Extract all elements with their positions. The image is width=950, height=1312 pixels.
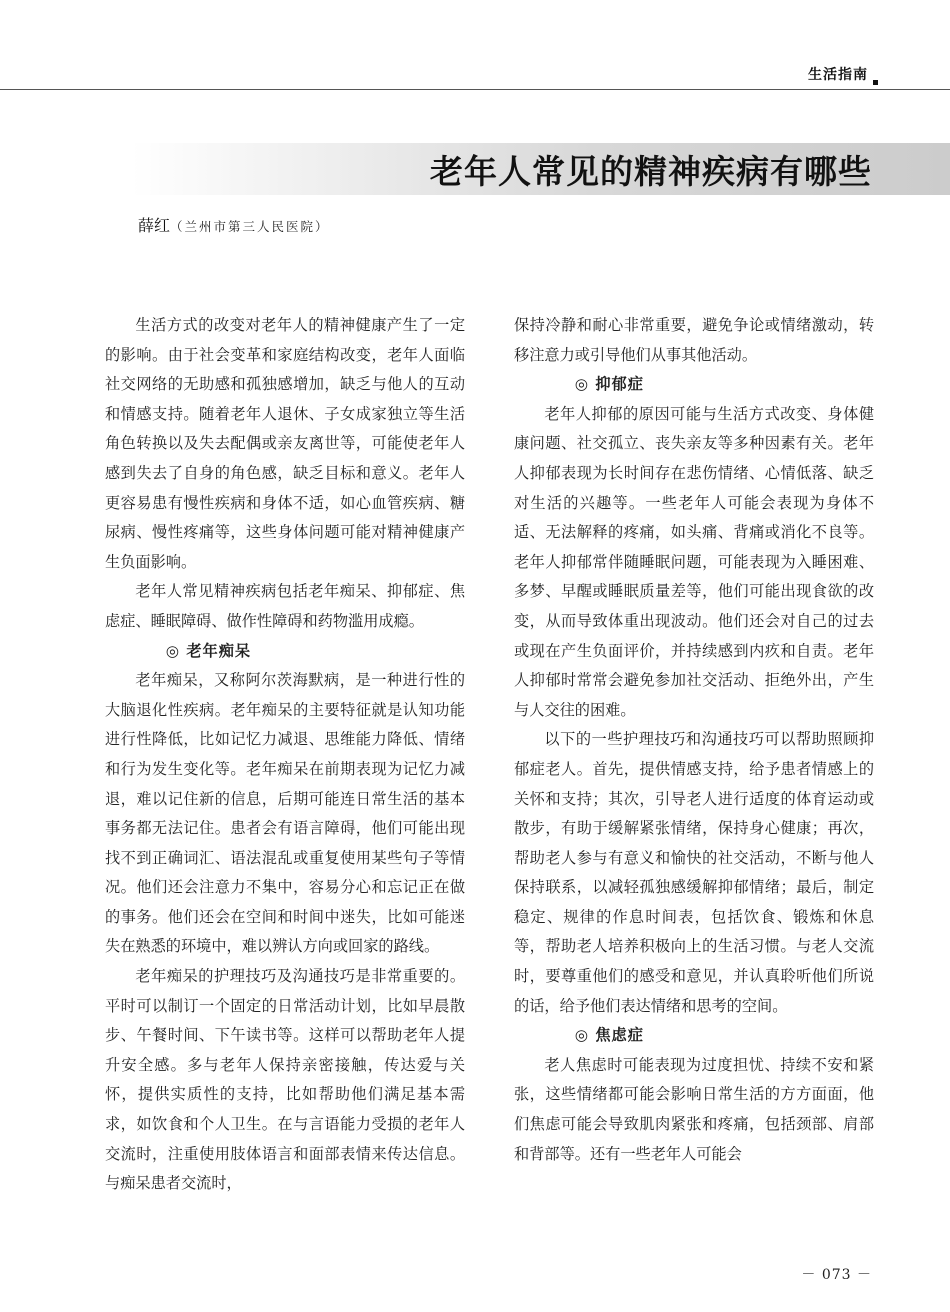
article-title: 老年人常见的精神疾病有哪些 bbox=[430, 152, 872, 191]
section-heading-depression: ◎ 抑郁症 bbox=[574, 375, 644, 394]
section-marker bbox=[873, 80, 878, 85]
paragraph: 老人焦虑时可能表现为过度担忧、持续不安和紧张，这些情绪都可能会影响日常生活的方方面面，他们焦虑可能会导致肌肉紧张和疼痛，包括颈部、肩部和背部等。还有一些老年人可能会 bbox=[514, 1055, 874, 1163]
paragraph: 老年人抑郁的原因可能与生活方式改变、身体健康问题、社交孤立、丧失亲友等多种因素有关。老年人抑郁表现为长时间存在悲伤情绪、心情低落、缺乏对生活的兴趣等。一些老年人可能会表现为身体不适、无法解释的疼痛，如头痛、背痛或消化不良等。老年人抑郁常伴随睡眠问题，可能表现为入睡困难、多梦、早醒或睡眠质量差等，他们可能出现食欲的改变，从而导致体重出现波动。他们还会对自己的过去或现在产生负面评价，并持续感到内疚和自责。老年人抑郁时常常会避免参加社交活动、拒绝外出，产生与人交往的困难。 bbox=[514, 404, 874, 719]
author-affiliation: （兰州市第三人民医院） bbox=[170, 219, 330, 234]
section-heading-dementia: ◎ 老年痴呆 bbox=[165, 641, 252, 660]
author-name: 薛红 bbox=[138, 216, 171, 235]
byline bbox=[138, 213, 330, 236]
left-column bbox=[105, 311, 465, 1199]
page-number: － 073 － bbox=[801, 1267, 872, 1283]
right-column bbox=[514, 311, 874, 1169]
section-label: 生活指南 bbox=[808, 67, 868, 83]
paragraph: 生活方式的改变对老年人的精神健康产生了一定的影响。由于社会变革和家庭结构改变，老年人面临社交网络的无助感和孤独感增加，缺乏与他人的互动和情感支持。随着老年人退休、子女成家独立等生活角色转换以及失去配偶或亲友离世等，可能使老年人感到失去了自身的角色感，缺乏目标和意义。老年人更容易患有慢性疾病和身体不适，如心血管疾病、糖尿病、慢性疼痛等，这些身体问题可能对精神健康产生负面影响。 bbox=[105, 316, 465, 571]
paragraph: 以下的一些护理技巧和沟通技巧可以帮助照顾抑郁症老人。首先，提供情感支持，给予患者情感上的关怀和支持；其次，引导老人进行适度的体育运动或散步，有助于缓解紧张情绪，保持身心健康；再次，帮助老人参与有意义和愉快的社交活动，不断与他人保持联系，以减轻孤独感缓解抑郁情绪；最后，制定稳定、规律的作息时间表，包括饮食、锻炼和休息等，帮助老人培养积极向上的生活习惯。与老人交流时，要尊重他们的感受和意见，并认真聆听他们所说的话，给予他们表达情绪和思考的空间。 bbox=[514, 730, 874, 1015]
paragraph: 老年痴呆，又称阿尔茨海默病，是一种进行性的大脑退化性疾病。老年痴呆的主要特征就是认知功能进行性降低，比如记忆力减退、思维能力降低、情绪和行为发生变化等。老年痴呆在前期表现为记忆力减退，难以记住新的信息，后期可能连日常生活的基本事务都无法记住。患者会有语言障碍，他们可能出现找不到正确词汇、语法混乱或重复使用某些句子等情况。他们还会注意力不集中，容易分心和忘记正在做的事务。他们还会在空间和时间中迷失，比如可能迷失在熟悉的环境中，难以辨认方向或回家的路线。 bbox=[105, 671, 465, 956]
paragraph: 老年痴呆的护理技巧及沟通技巧是非常重要的。平时可以制订一个固定的日常活动计划，比如早晨散步、午餐时间、下午读书等。这样可以帮助老年人提升安全感。多与老年人保持亲密接触，传达爱与关怀，提供实质性的支持，比如帮助他们满足基本需求，如饮食和个人卫生。在与言语能力受损的老年人交流时，注重使用肢体语言和面部表情来传达信息。与痴呆患者交流时， bbox=[105, 967, 465, 1193]
section-heading-anxiety: ◎ 焦虑症 bbox=[574, 1026, 644, 1045]
paragraph-continued: 保持冷静和耐心非常重要，避免争论或情绪激动，转移注意力或引导他们从事其他活动。 bbox=[514, 316, 874, 364]
paragraph: 老年人常见精神疾病包括老年痴呆、抑郁症、焦虑症、睡眠障碍、做作性障碍和药物滥用成瘾。 bbox=[105, 582, 465, 630]
header-rule bbox=[0, 89, 950, 90]
